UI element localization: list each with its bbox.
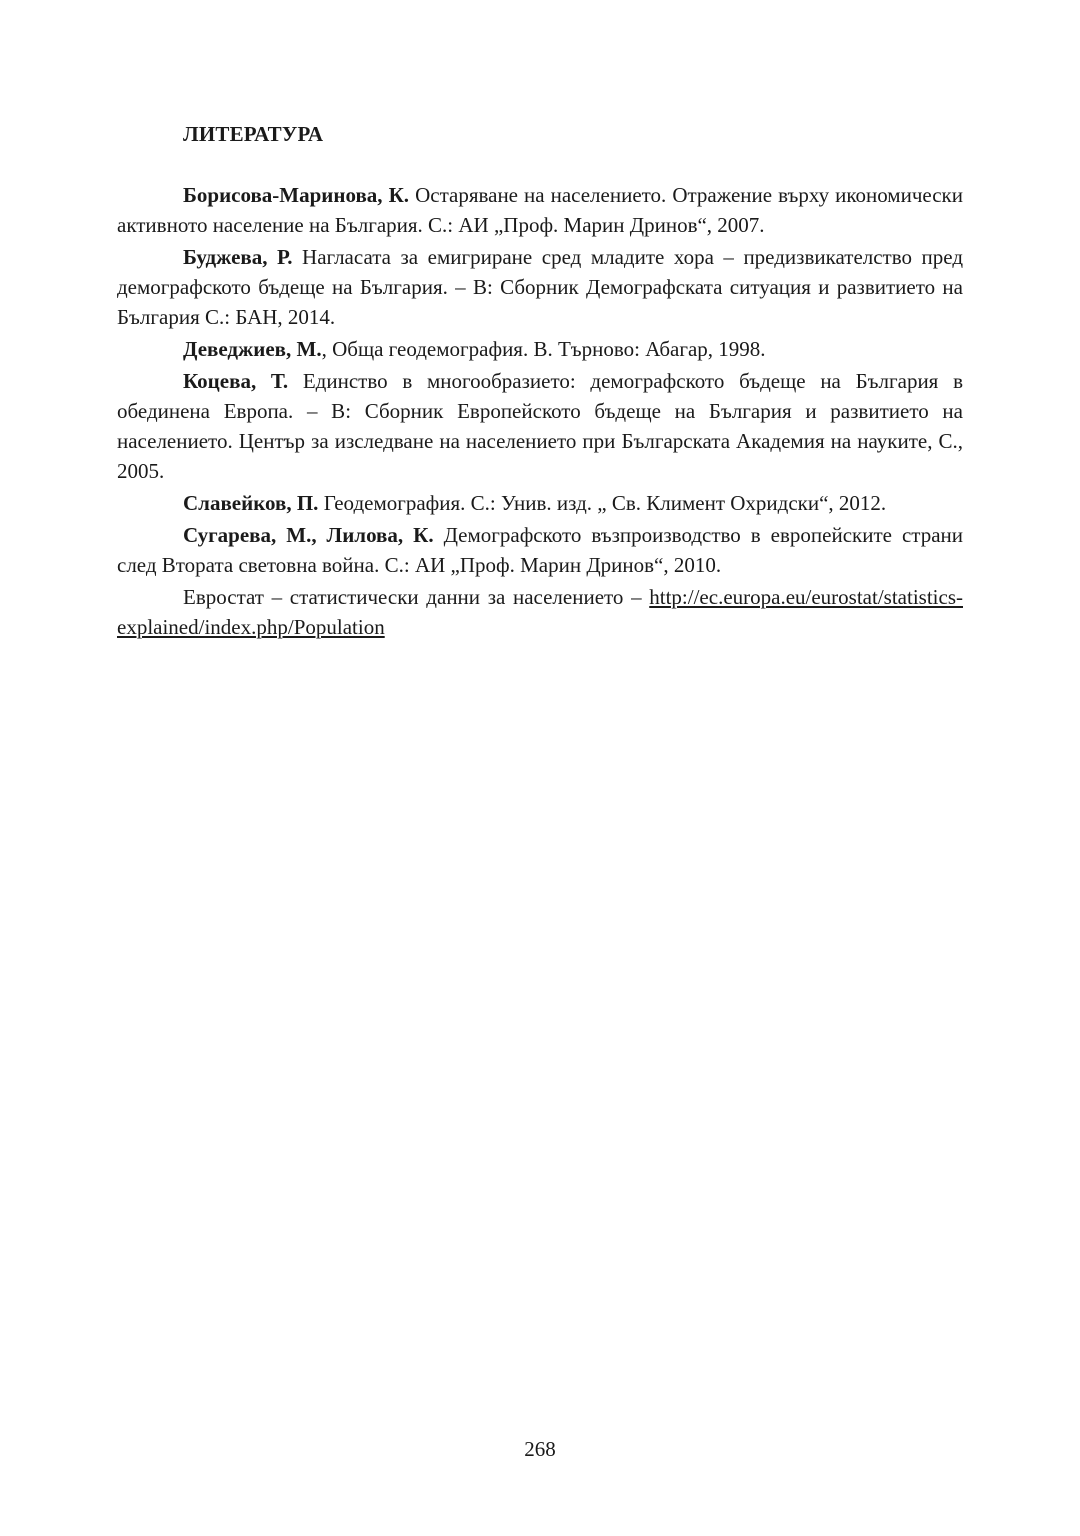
reference-text: , Обща геодемография. В. Търново: Абагар, 1998. bbox=[321, 337, 766, 361]
reference-item bbox=[117, 180, 963, 240]
reference-text: Единство в многообразието: демографското бъдеще на България в обединена Европа. – В: Сборник Европейското бъдеще на България и развитието на населението. Център за изследване на населението при Българската Академия на науките, С., 2005. bbox=[117, 369, 963, 483]
reference-item bbox=[117, 334, 963, 364]
page-title: ЛИТЕРАТУРА bbox=[183, 122, 324, 146]
reference-item bbox=[117, 582, 963, 642]
reference-author: Сугарева, М., Лилова, К. bbox=[183, 523, 434, 547]
page-number: 268 bbox=[524, 1437, 556, 1461]
reference-item bbox=[117, 366, 963, 486]
reference-text: Демографското възпроизводство в европейските страни след Втората световна война. С.: АИ „Проф. Марин Дринов“, 2010. bbox=[117, 523, 963, 577]
reference-item bbox=[117, 520, 963, 580]
document-page bbox=[117, 0, 963, 1536]
eurostat-link[interactable]: http://ec.europa.eu/eurostat/statistics-explained/index.php/Population bbox=[117, 585, 963, 639]
reference-text: Геодемография. С.: Унив. изд. „ Св. Климент Охридски“, 2012. bbox=[318, 491, 887, 515]
reference-list bbox=[117, 180, 963, 644]
reference-item bbox=[117, 242, 963, 332]
reference-text: Нагласата за емигриране сред младите хора – предизвикателство пред демографското бъдеще на България. – В: Сборник Демографската ситуация и развитието на България С.: БАН, 2014. bbox=[117, 245, 964, 329]
reference-item bbox=[117, 488, 963, 518]
reference-text: Остаряване на населението. Отражение върху икономически активното население на България. С.: АИ „Проф. Марин Дринов“, 2007. bbox=[117, 183, 963, 237]
reference-text: Евростат – статистически данни за населението – bbox=[183, 585, 650, 609]
reference-author: Буджева, Р. bbox=[183, 245, 293, 269]
reference-author: Коцева, Т. bbox=[183, 369, 289, 393]
reference-author: Деведжиев, М. bbox=[183, 337, 322, 361]
reference-author: Борисова-Маринова, К. bbox=[183, 183, 410, 207]
reference-author: Славейков, П. bbox=[183, 491, 319, 515]
